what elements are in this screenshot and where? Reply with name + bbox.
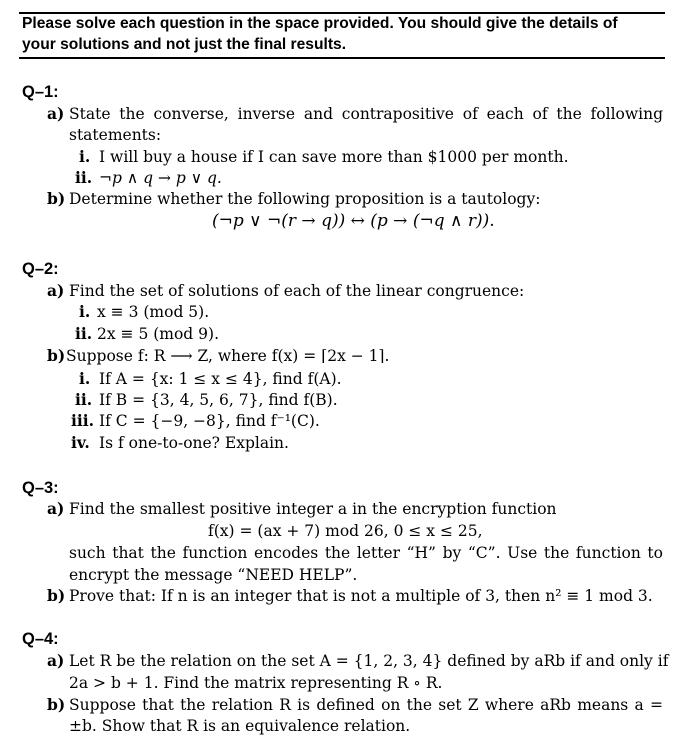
- q1-label: Q–1:: [22, 83, 59, 101]
- q1-i-label: i.: [79, 147, 91, 166]
- q1-b-text: Determine whether the following proposition is a tautology:: [69, 190, 541, 208]
- q2-b-iv-label: iv.: [71, 433, 90, 452]
- q1-ii-text: ¬p ∧ q → p ∨ q.: [99, 169, 222, 187]
- q2-b-label: b): [47, 346, 66, 365]
- instructions-line-2: your solutions and not just the final results.: [22, 36, 347, 53]
- instructions-line-1: Please solve each question in the space provided. You should give the details of: [22, 15, 618, 32]
- q3-formula: f(x) = (ax + 7) mod 26, 0 ≤ x ≤ 25,: [208, 522, 483, 540]
- q2-b-iii-text: If C = {−9, −8}, find f⁻¹(C).: [99, 412, 320, 430]
- q2-a-ii-label: ii.: [75, 324, 93, 343]
- q1-formula: (¬p ∨ ¬(r → q)) ↔ (p → (¬q ∧ r)).: [212, 211, 495, 231]
- q3-a-text: Find the smallest positive integer a in the encryption function: [69, 500, 557, 518]
- q2-b-i-label: i.: [79, 369, 91, 388]
- q1-ii-label: ii.: [75, 168, 93, 187]
- q4-a-label: a): [47, 651, 65, 670]
- q2-b-iii-label: iii.: [71, 411, 95, 430]
- q2-b-i-text: If A = {x: 1 ≤ x ≤ 4}, find f(A).: [99, 370, 342, 388]
- q2-label: Q–2:: [22, 260, 59, 278]
- q2-a-ii-text: 2x ≡ 5 (mod 9).: [97, 325, 219, 343]
- q1-i-text: I will buy a house if I can save more than $1000 per month.: [99, 148, 569, 166]
- q3-b-label: b): [47, 586, 66, 605]
- q2-a-i-label: i.: [79, 302, 91, 321]
- q3-a-label: a): [47, 499, 65, 518]
- q1-b-label: b): [47, 189, 66, 208]
- bottom-rule: [19, 57, 665, 59]
- q4-a-text-cont: 2a > b + 1. Find the matrix representing R ∘ R.: [69, 674, 443, 692]
- q3-label: Q–3:: [22, 479, 59, 497]
- q2-a-i-text: x ≡ 3 (mod 5).: [97, 303, 210, 321]
- q2-b-ii-label: ii.: [75, 390, 93, 409]
- q2-b-text: Suppose f: R ⟶ Z, where f(x) = ⌈2x − 1⌉.: [66, 347, 390, 365]
- q3-a-text-cont: such that the function encodes the letter “H” by “C”. Use the function to: [69, 544, 663, 562]
- q3-a-text-cont-2: encrypt the message “NEED HELP”.: [69, 566, 358, 584]
- q2-a-label: a): [47, 281, 65, 300]
- q1-a-text-cont: statements:: [69, 126, 162, 144]
- q1-a-text: State the converse, inverse and contrapositive of each of the following: [69, 105, 663, 123]
- q4-label: Q–4:: [22, 630, 59, 648]
- q3-b-text: Prove that: If n is an integer that is not a multiple of 3, then n² ≡ 1 mod 3.: [69, 587, 653, 605]
- q2-b-iv-text: Is f one-to-one? Explain.: [99, 434, 289, 452]
- q4-a-text: Let R be the relation on the set A = {1, 2, 3, 4} defined by aRb if and only if: [69, 652, 669, 670]
- q1-a-label: a): [47, 104, 65, 123]
- q2-b-ii-text: If B = {3, 4, 5, 6, 7}, find f(B).: [99, 391, 338, 409]
- q4-b-text-cont: ±b. Show that R is an equivalence relation.: [69, 717, 411, 735]
- q2-a-text: Find the set of solutions of each of the linear congruence:: [69, 282, 525, 300]
- q4-b-text: Suppose that the relation R is defined on the set Z where aRb means a =: [69, 696, 663, 714]
- q4-b-label: b): [47, 695, 66, 714]
